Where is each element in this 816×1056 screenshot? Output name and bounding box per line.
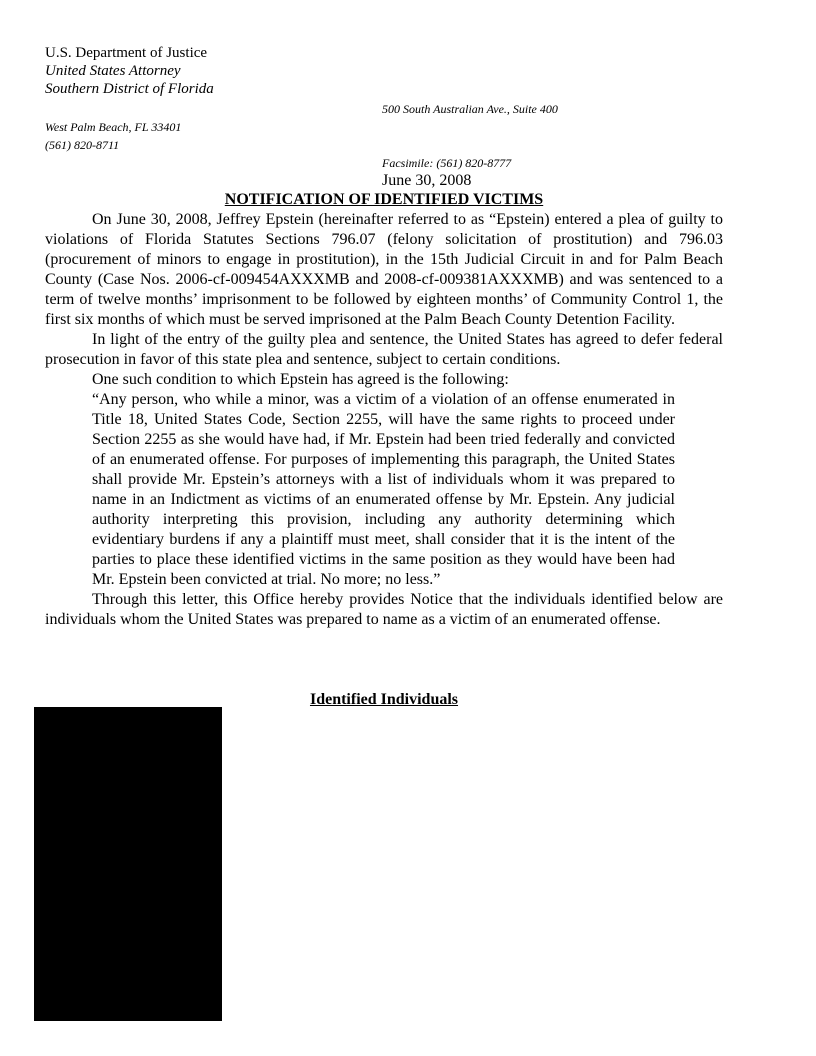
paragraph-notice: Through this letter, this Office hereby provides Notice that the individuals identified below are individuals whom the United States was prepared to name as a victim of an enumerated offense.	[45, 591, 723, 628]
paragraph-deferral: In light of the entry of the guilty plea and sentence, the United States has agreed to defer federal prosecution in favor of this state plea and sentence, subject to certain conditions.	[45, 331, 723, 368]
phone-number: (561) 820-8711	[45, 138, 120, 152]
office-name: United States Attorney	[45, 63, 181, 79]
paragraph-condition: One such condition to which Epstein has agreed is the following:	[92, 371, 509, 388]
paragraph-plea: On June 30, 2008, Jeffrey Epstein (hereinafter referred to as “Epstein) entered a plea of guilty to violations of Florida Statutes Sections 796.07 (felony solicitation of prostitution) and 796.03 (procurement of minors to engage in prostitution), in the 15th Judicial Circuit in and for Palm Beach County (Case Nos. 2006-cf-009454AXXXMB and 2008-cf-009381AXXXMB) and was sentenced to a term of twelve months’ imprisonment to be followed by eighteen months’ of Community Control 1, the first six months of which must be served imprisoned at the Palm Beach County Detention Facility.	[45, 211, 723, 328]
identified-individuals-heading: Identified Individuals	[309, 691, 459, 708]
district-name: Southern District of Florida	[45, 81, 214, 97]
letter-body	[45, 210, 723, 630]
city-address: West Palm Beach, FL 33401	[45, 120, 182, 134]
fax-number: Facsimile: (561) 820-8777	[382, 156, 512, 170]
quoted-condition: “Any person, who while a minor, was a victim of a violation of an offense enumerated in Title 18, United States Code, Section 2255, will have the same rights to proceed under Section 2255 as she would have had, if Mr. Epstein had been tried federally and convicted of an enumerated offense. For purposes of implementing this paragraph, the United States shall provide Mr. Epstein’s attorneys with a list of individuals whom it was prepared to name in an Indictment as victims of an enumerated offense by Mr. Epstein. Any judicial authority interpreting this provision, including any authority determining which evidentiary burdens if any a plaintiff must meet, shall consider that it is the intent of the parties to place these identified victims in the same position as they would have been had Mr. Epstein been convicted at trial. No more; no less.”	[92, 391, 675, 588]
redaction-block	[34, 707, 222, 1021]
document-title: NOTIFICATION OF IDENTIFIED VICTIMS	[224, 191, 544, 208]
department-name: U.S. Department of Justice	[45, 45, 208, 61]
letter-date: June 30, 2008	[382, 172, 472, 189]
street-address: 500 South Australian Ave., Suite 400	[382, 102, 558, 116]
letterhead	[45, 44, 214, 98]
